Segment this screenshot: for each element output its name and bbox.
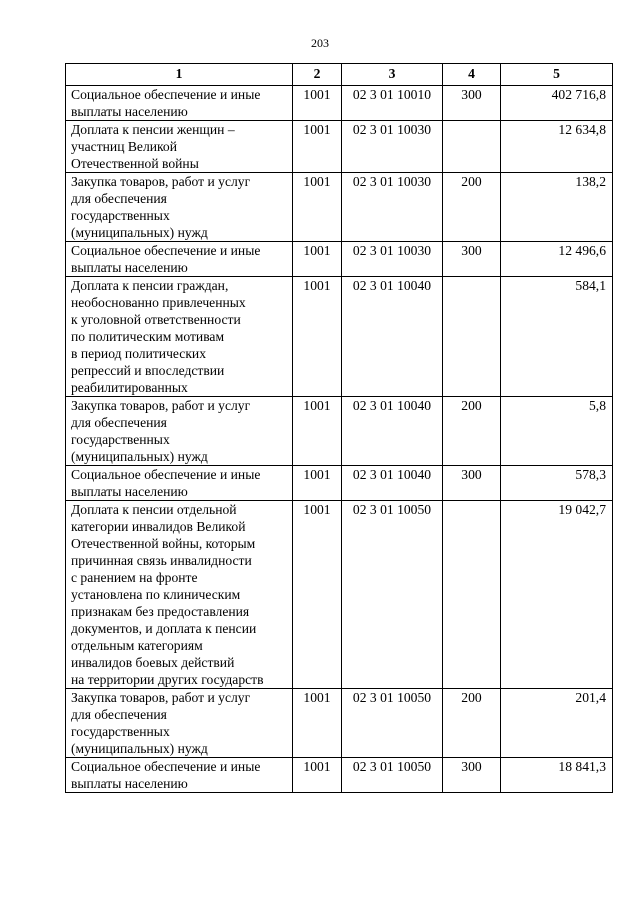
expense-name-cell: Закупка товаров, работ и услуг для обеспечения государственных (муниципальных) нужд xyxy=(66,173,293,242)
expense-name-cell: Доплата к пенсии женщин – участниц Великой Отечественной войны xyxy=(66,121,293,173)
target-article-cell: 02 3 01 10040 xyxy=(342,277,443,397)
expense-type-cell: 300 xyxy=(443,242,501,277)
column-header: 4 xyxy=(443,64,501,86)
target-article-cell: 02 3 01 10050 xyxy=(342,689,443,758)
target-article-cell: 02 3 01 10040 xyxy=(342,466,443,501)
section-code-cell: 1001 xyxy=(293,173,342,242)
expense-name-cell: Социальное обеспечение и иные выплаты населению xyxy=(66,86,293,121)
table-row xyxy=(66,758,613,793)
expense-type-cell: 200 xyxy=(443,173,501,242)
table-row xyxy=(66,173,613,242)
section-code-cell: 1001 xyxy=(293,397,342,466)
expense-type-cell: 300 xyxy=(443,86,501,121)
expense-type-cell: 200 xyxy=(443,397,501,466)
table-row xyxy=(66,501,613,689)
target-article-cell: 02 3 01 10050 xyxy=(342,501,443,689)
expense-type-cell: 300 xyxy=(443,758,501,793)
section-code-cell: 1001 xyxy=(293,689,342,758)
column-header: 3 xyxy=(342,64,443,86)
amount-cell: 402 716,8 xyxy=(501,86,613,121)
table-row xyxy=(66,466,613,501)
expense-name-cell: Социальное обеспечение и иные выплаты населению xyxy=(66,242,293,277)
page-number: 203 xyxy=(311,36,329,50)
section-code-cell: 1001 xyxy=(293,466,342,501)
section-code-cell: 1001 xyxy=(293,758,342,793)
section-code-cell: 1001 xyxy=(293,501,342,689)
section-code-cell: 1001 xyxy=(293,121,342,173)
expense-name-cell: Закупка товаров, работ и услуг для обеспечения государственных (муниципальных) нужд xyxy=(66,689,293,758)
table-row xyxy=(66,689,613,758)
column-header: 5 xyxy=(501,64,613,86)
table-row xyxy=(66,86,613,121)
expense-name-cell: Социальное обеспечение и иные выплаты населению xyxy=(66,758,293,793)
expense-type-cell xyxy=(443,277,501,397)
budget-table xyxy=(65,63,613,793)
column-header: 1 xyxy=(66,64,293,86)
amount-cell: 12 496,6 xyxy=(501,242,613,277)
amount-cell: 18 841,3 xyxy=(501,758,613,793)
target-article-cell: 02 3 01 10030 xyxy=(342,121,443,173)
section-code-cell: 1001 xyxy=(293,242,342,277)
expense-type-cell: 200 xyxy=(443,689,501,758)
table-row xyxy=(66,277,613,397)
amount-cell: 12 634,8 xyxy=(501,121,613,173)
expense-type-cell xyxy=(443,501,501,689)
section-code-cell: 1001 xyxy=(293,86,342,121)
amount-cell: 578,3 xyxy=(501,466,613,501)
expense-name-cell: Доплата к пенсии граждан, необоснованно привлеченных к уголовной ответственности по политическим мотивам в период политических репрессий и впоследствии реабилитированных xyxy=(66,277,293,397)
expense-type-cell xyxy=(443,121,501,173)
expense-name-cell: Социальное обеспечение и иные выплаты населению xyxy=(66,466,293,501)
target-article-cell: 02 3 01 10010 xyxy=(342,86,443,121)
amount-cell: 584,1 xyxy=(501,277,613,397)
amount-cell: 19 042,7 xyxy=(501,501,613,689)
column-header: 2 xyxy=(293,64,342,86)
expense-type-cell: 300 xyxy=(443,466,501,501)
section-code-cell: 1001 xyxy=(293,277,342,397)
header-row xyxy=(66,64,613,86)
target-article-cell: 02 3 01 10030 xyxy=(342,242,443,277)
target-article-cell: 02 3 01 10040 xyxy=(342,397,443,466)
table-row xyxy=(66,121,613,173)
table-row xyxy=(66,242,613,277)
amount-cell: 5,8 xyxy=(501,397,613,466)
expense-name-cell: Доплата к пенсии отдельной категории инвалидов Великой Отечественной войны, которым причинная связь инвалидности с ранением на фронте установлена по клиническим признакам без предоставления документов, и доплата к пенсии отдельным категориям инвалидов боевых действий на территории других государств xyxy=(66,501,293,689)
table-row xyxy=(66,397,613,466)
amount-cell: 201,4 xyxy=(501,689,613,758)
target-article-cell: 02 3 01 10030 xyxy=(342,173,443,242)
target-article-cell: 02 3 01 10050 xyxy=(342,758,443,793)
expense-name-cell: Закупка товаров, работ и услуг для обеспечения государственных (муниципальных) нужд xyxy=(66,397,293,466)
amount-cell: 138,2 xyxy=(501,173,613,242)
